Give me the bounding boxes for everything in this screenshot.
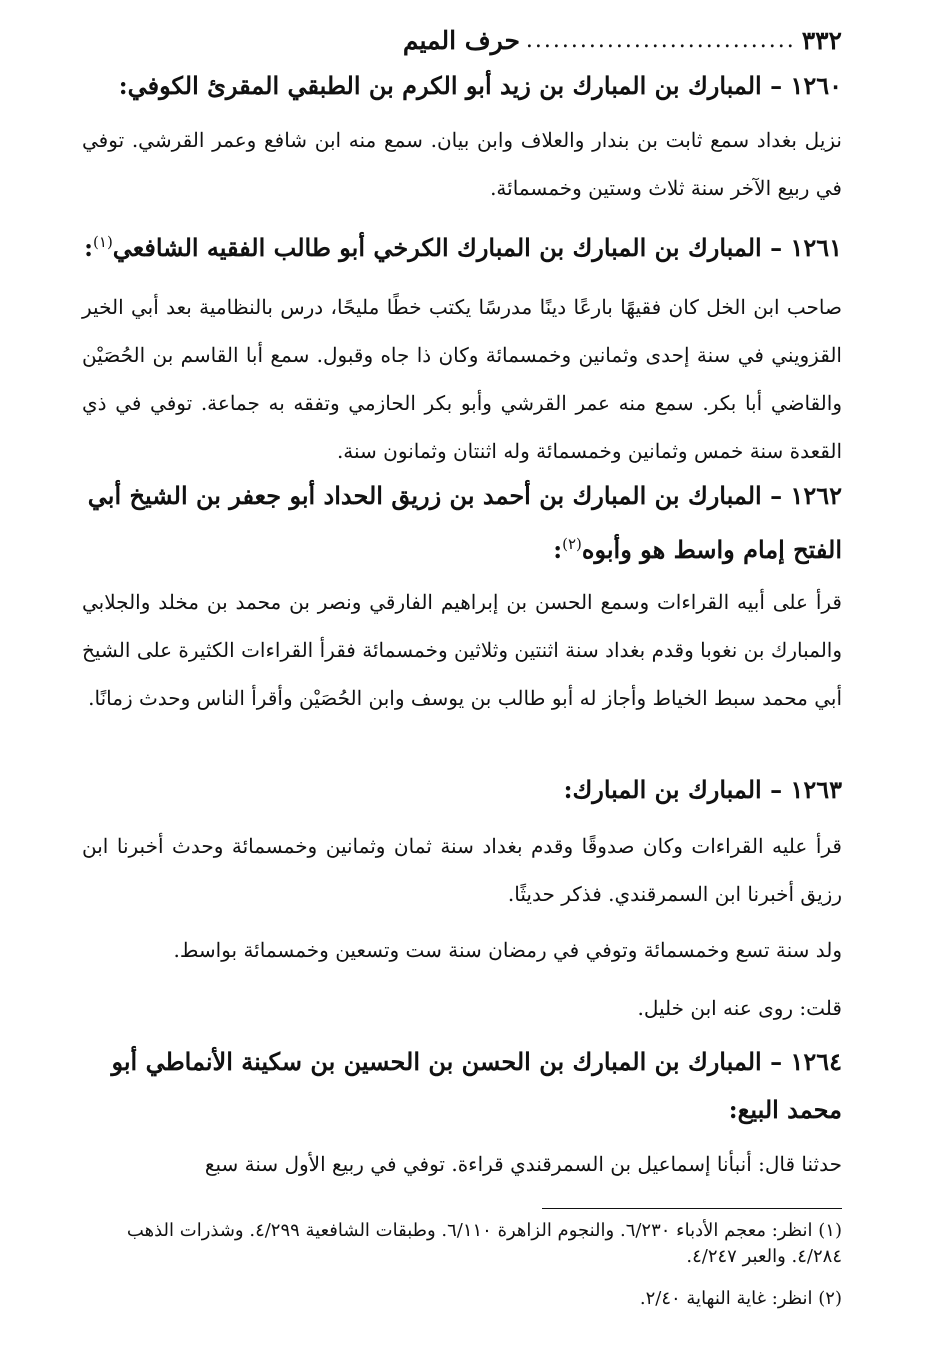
entry-text-1263: قرأ عليه القراءات وكان صدوقًا وقدم بغداد سنة ثمان وثمانين وخمسمائة وحدث أخبرنا ابن رزيق أخبرنا ابن السمرقندي. فذكر حديثًا.	[82, 834, 842, 906]
book-page	[82, 0, 842, 1361]
entry-heading-1261-text: ١٢٦١ – المبارك بن المبارك بن المبارك الكرخي أبو طالب الفقيه الشافعي	[112, 233, 842, 262]
entry-text-1263-note: قلت: روى عنه ابن خليل.	[637, 996, 842, 1020]
footnote-ref-2: (٢)	[562, 535, 582, 553]
heading-colon: :	[553, 535, 563, 564]
entry-heading-1261	[82, 218, 842, 272]
running-head	[82, 22, 842, 58]
entry-heading-1262	[82, 472, 842, 574]
heading-colon: :	[84, 233, 94, 262]
leader-dots: ..............................	[525, 27, 796, 53]
entry-heading-1264: ١٢٦٤ – المبارك بن المبارك بن الحسن بن الحسين بن سكينة الأنماطي أبو محمد البيع:	[111, 1047, 842, 1124]
entry-text-1264: حدثنا قال: أنبأنا إسماعيل بن السمرقندي قراءة. توفي في ربيع الأول سنة سبع	[204, 1152, 842, 1176]
footnote-separator	[542, 1208, 842, 1209]
entry-text-1262: قرأ على أبيه القراءات وسمع الحسن بن إبراهيم الفارقي ونصر بن محمد بن مخلد والجلابي والمبارك بن نغوبا وقدم بغداد سنة اثنتين وثلاثين وخمسمائة فقرأ القراءات الكثيرة على الشيخ أبي محمد سبط الخياط وأجاز له أبو طالب بن يوسف وابن الحُصَيْن وأقرأ الناس وحدث زمانًا.	[82, 590, 842, 710]
entry-text-1263-birth: ولد سنة تسع وخمسمائة وتوفي في رمضان سنة ست وتسعين وخمسمائة بواسط.	[173, 938, 842, 962]
footnote-1: (١) انظر: معجم الأدباء ٦/٢٣٠. والنجوم الزاهرة ٦/١١٠. وطبقات الشافعية ٤/٢٩٩. وشذرات الذهب ٤/٢٨٤. والعبر ٤/٢٤٧.	[126, 1220, 842, 1267]
entry-text-1260: نزيل بغداد سمع ثابت بن بندار والعلاف وابن بيان. سمع منه ابن شافع وعمر القرشي. توفي في ربيع الآخر سنة ثلاث وستين وخمسمائة.	[82, 128, 842, 200]
footnote-2: (٢) انظر: غاية النهاية ٢/٤٠.	[639, 1288, 842, 1309]
chapter-title: حرف الميم	[402, 25, 520, 55]
entry-heading-1263: ١٢٦٣ – المبارك بن المبارك:	[563, 775, 842, 804]
footnote-ref-1: (١)	[93, 233, 113, 251]
entry-heading-1260: ١٢٦٠ – المبارك بن المبارك بن زيد أبو الكرم بن الطبقي المقرئ الكوفي:	[118, 71, 842, 100]
page-number: ٣٣٢	[801, 25, 842, 55]
entry-text-1261: صاحب ابن الخل كان فقيهًا بارعًا دينًا مدرسًا يكتب خطًا مليحًا، درس بالنظامية بعد أبي الخير القزويني في سنة إحدى وثمانين وخمسمائة وكان ذا جاه وقبول. سمع أبا القاسم بن الحُصَيْن والقاضي أبا بكر. سمع منه عمر القرشي وأبو بكر الحازمي وتفقه به جماعة. توفي في ذي القعدة سنة خمس وثمانين وخمسمائة وله اثنتان وثمانون سنة.	[82, 295, 842, 463]
entry-heading-1262-text: ١٢٦٢ – المبارك بن المبارك بن أحمد بن زريق الحداد أبو جعفر بن الشيخ أبي الفتح إمام واسط هو وأبوه	[87, 481, 842, 564]
